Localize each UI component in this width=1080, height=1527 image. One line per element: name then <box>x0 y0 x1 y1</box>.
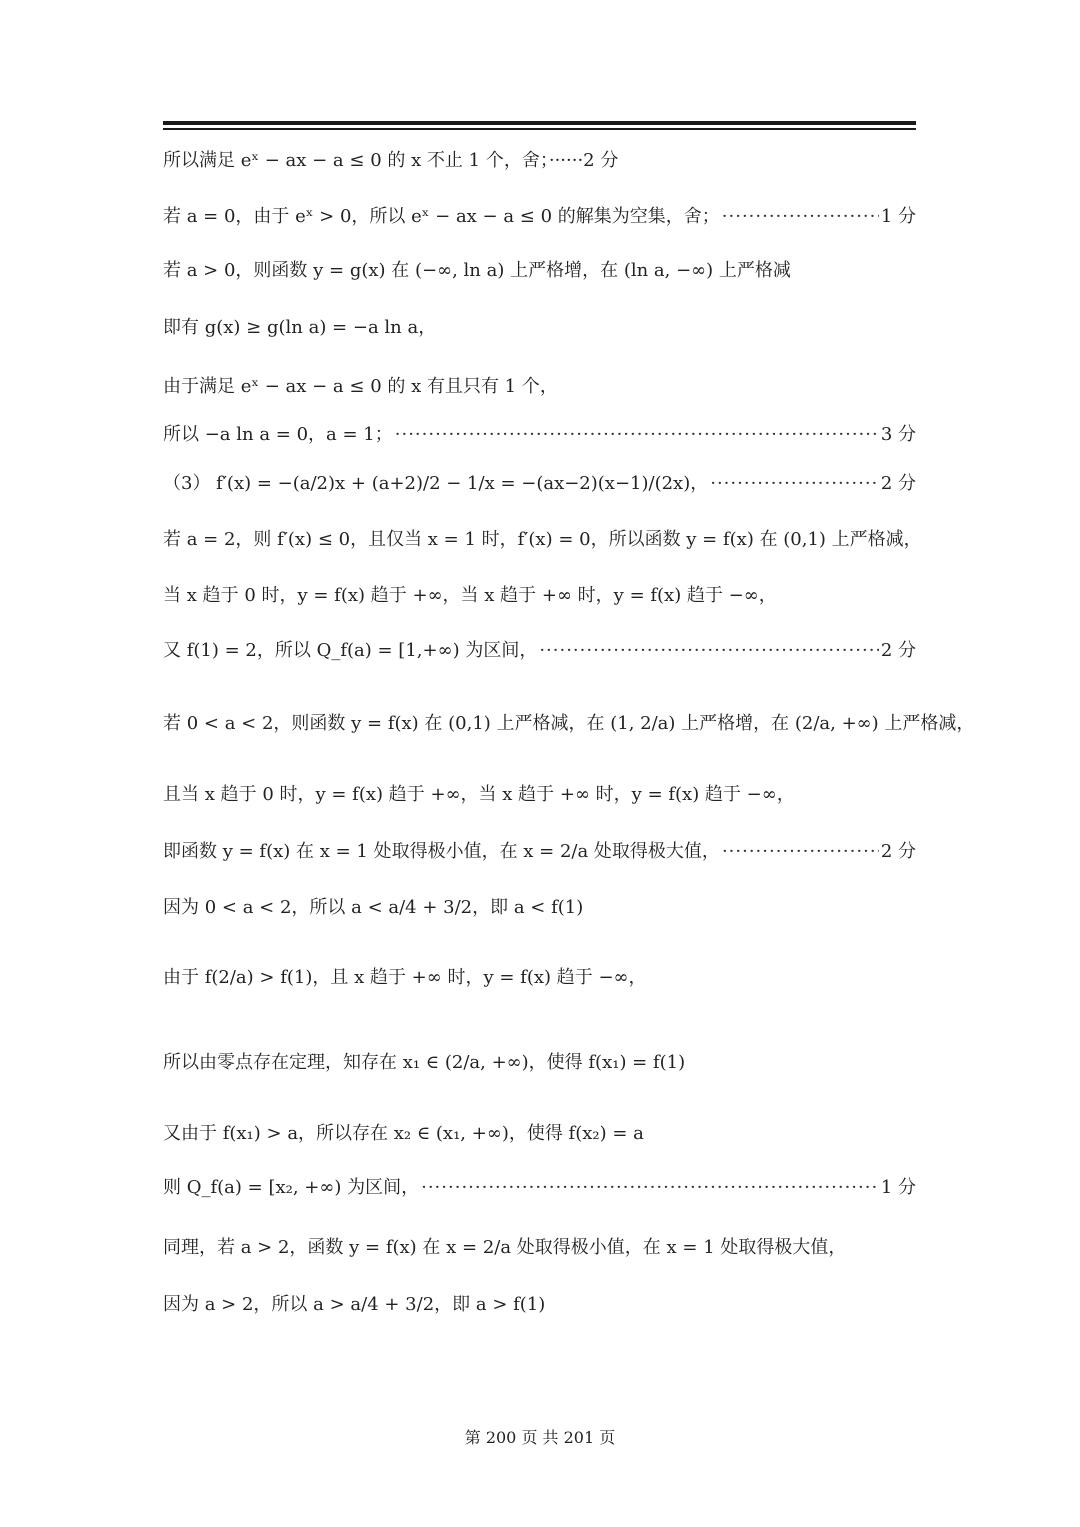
text-line: （3） f′(x) = −(a/2)x + (a+2)/2 − 1/x = −(ax−2)(x−1)/(2x)， ····· 2 分 <box>163 469 916 499</box>
text-line: 所以满足 eˣ − ax − a ≤ 0 的 x 不止 1 个，舍；······2 分 <box>163 150 619 171</box>
score-label: 2 分 <box>880 640 916 661</box>
score-label: 1 分 <box>880 1177 916 1198</box>
text-line: 由于满足 eˣ − ax − a ≤ 0 的 x 有且只有 1 个， <box>163 376 558 397</box>
text-line: 因为 a > 2，所以 a > a/4 + 3/2，即 a > f(1) <box>163 1294 546 1315</box>
leader-dots <box>539 636 878 666</box>
text-line: 所以由零点存在定理，知存在 x₁ ∈ (2/a, +∞)，使得 f(x₁) = f(1) <box>163 1052 686 1073</box>
text-line: 因为 0 < a < 2，所以 a < a/4 + 3/2，即 a < f(1) <box>163 897 584 918</box>
text-line: 且当 x 趋于 0 时，y = f(x) 趋于 +∞，当 x 趋于 +∞ 时，y = f(x) 趋于 −∞， <box>163 784 795 805</box>
text-line: 即函数 y = f(x) 在 x = 1 处取得极小值，在 x = 2/a 处取得极大值， ····· 2 分 <box>163 837 916 867</box>
text-line: 即有 g(x) ≥ g(ln a) = −a ln a， <box>163 317 437 338</box>
text-line: 则 Q_f(a) = [x₂, +∞) 为区间， ····· 1 分 <box>163 1173 916 1203</box>
text-line: 所以 −a ln a = 0，a = 1； ····· 3 分 <box>163 420 916 450</box>
leader-dots <box>722 202 879 232</box>
text-line: 若 a = 2，则 f′(x) ≤ 0，且仅当 x = 1 时，f′(x) = 0，所以函数 y = f(x) 在 (0,1) 上严格减， <box>163 529 922 550</box>
leader-dots <box>710 469 879 499</box>
header-rule-thin <box>163 128 916 130</box>
page-footer: 第 200 页 共 201 页 <box>464 1428 616 1447</box>
text-line: 若 a > 0，则函数 y = g(x) 在 (−∞, ln a) 上严格增，在 (ln a, −∞) 上严格减 <box>163 260 791 281</box>
leader-dots <box>722 837 879 867</box>
score-label: 3 分 <box>880 424 916 445</box>
header-rule-thick <box>163 121 916 125</box>
text-line: 又由于 f(x₁) > a，所以存在 x₂ ∈ (x₁, +∞)，使得 f(x₂) = a <box>163 1123 644 1144</box>
text-line: 同理，若 a > 2，函数 y = f(x) 在 x = 2/a 处取得极小值，在 x = 1 处取得极大值， <box>163 1237 847 1258</box>
leader-dots <box>421 1173 879 1203</box>
text-line: 由于 f(2/a) > f(1)，且 x 趋于 +∞ 时，y = f(x) 趋于 −∞， <box>163 967 647 988</box>
text-line: 若 0 < a < 2，则函数 y = f(x) 在 (0,1) 上严格减，在 (1, 2/a) 上严格增，在 (2/a, +∞) 上严格减， <box>163 713 975 734</box>
leader-dots <box>395 420 879 450</box>
score-label: 2 分 <box>880 473 916 494</box>
text-line: 若 a = 0，由于 eˣ > 0，所以 eˣ − ax − a ≤ 0 的解集为空集，舍； ····· 1 分 <box>163 202 916 232</box>
text-line: 当 x 趋于 0 时，y = f(x) 趋于 +∞，当 x 趋于 +∞ 时，y = f(x) 趋于 −∞， <box>163 585 777 606</box>
text-line: 又 f(1) = 2，所以 Q_f(a) = [1,+∞) 为区间， ····· 2 分 <box>163 636 916 666</box>
score-label: 1 分 <box>880 206 916 227</box>
score-label: 2 分 <box>880 841 916 862</box>
